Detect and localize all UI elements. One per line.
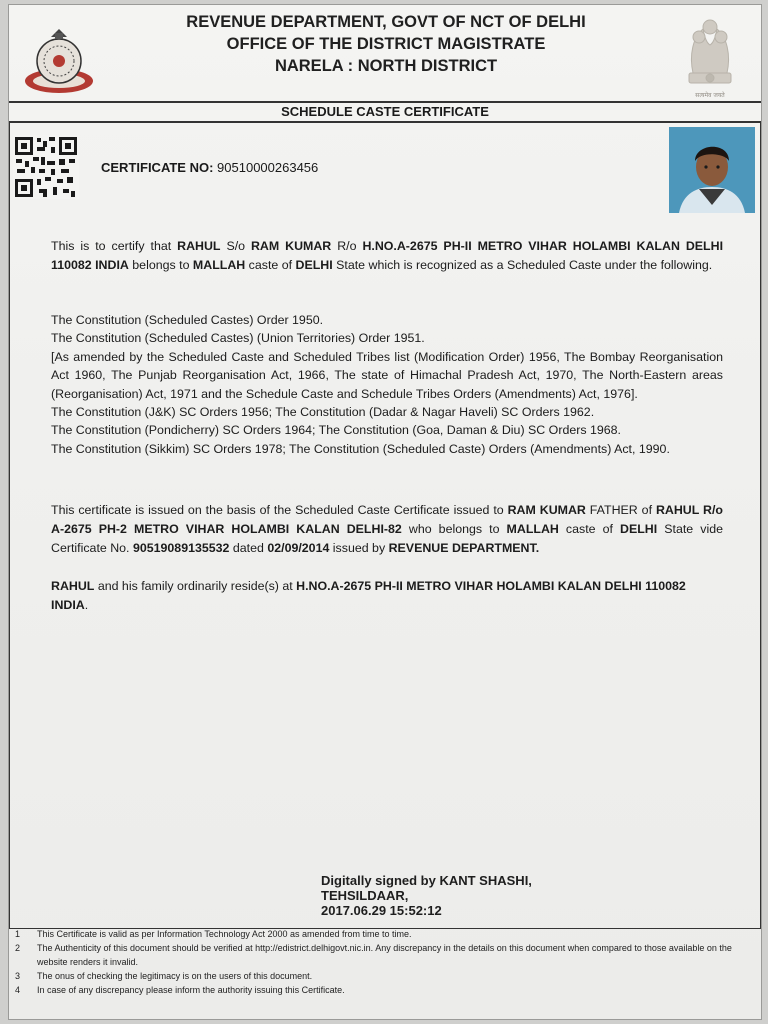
applicant-photo — [669, 127, 755, 213]
certificate-number: 90510000263456 — [217, 160, 319, 175]
certificate-page — [8, 4, 762, 1020]
footer-notes — [15, 927, 755, 997]
header-line-1: REVENUE DEPARTMENT, GOVT OF NCT OF DELHI — [186, 13, 586, 31]
digital-signature — [321, 873, 532, 918]
order-item: The Constitution (Scheduled Castes) (Union Territories) Order 1951. — [51, 331, 425, 346]
order-item: The Constitution (Sikkim) SC Orders 1978; The Constitution (Scheduled Caste) Orders (Amendments) Act, 1990. — [51, 441, 670, 456]
qr-code-icon — [13, 135, 79, 199]
order-item: The Constitution (J&K) SC Orders 1956; The Constitution (Dadar & Nagar Haveli) SC Orders 1962. — [51, 405, 595, 420]
signature-line-2: TEHSILDAAR, — [321, 888, 409, 903]
basis-paragraph: This certificate is issued on the basis of the Scheduled Caste Certificate issued to RAM KUMAR FATHER of RAHUL R/o A-2675 PH-2 METRO VIHAR HOLAMBI KALAN DELHI-82 who belongs to MALLAH caste of DELHI State vide Certificate No. 90519089135532 dated 02/09/2014 issued by REVENUE DEPARTMENT. — [51, 503, 723, 555]
constitution-orders-list — [51, 311, 723, 458]
order-item: [As amended by the Scheduled Caste and Scheduled Tribes list (Modification Order) 1956, The Bombay Reorganisation Act 1960, The Punjab Reorganisation Act, 1966, The state of Himachal Pradesh Act, 1970, The North-Eastern areas (Reorganisation) Act, 1971 and the Schedule Caste and Schedule Tribes Orders (Amendments) Act, 1976]. — [51, 349, 723, 401]
emblem-motto: सत्यमेव जयते — [695, 92, 725, 99]
note-item: 2 The Authenticity of this document should be verified at http://edistrict.delhigovt.nic.in. Any discrepancy in the details on this document when compared to those available on the website renders it invalid. — [15, 943, 732, 967]
note-item: 4 In case of any discrepancy please inform the authority issuing this Certificate. — [15, 985, 345, 995]
order-item: The Constitution (Pondicherry) SC Orders 1964; The Constitution (Goa, Daman & Diu) SC Orders 1968. — [51, 423, 621, 438]
header — [9, 11, 763, 77]
signature-timestamp: 2017.06.29 15:52:12 — [321, 903, 442, 918]
note-item: 1 This Certificate is valid as per Information Technology Act 2000 as amended from time to time. — [15, 929, 412, 939]
certificate-title: SCHEDULE CASTE CERTIFICATE — [9, 101, 761, 123]
state-emblem-icon — [669, 15, 751, 103]
certificate-number-label: CERTIFICATE NO: — [101, 160, 214, 175]
header-line-2: OFFICE OF THE DISTRICT MAGISTRATE — [226, 35, 546, 53]
residence-paragraph: RAHUL and his family ordinarily reside(s) at H.NO.A-2675 PH-II METRO VIHAR HOLAMBI KALAN DELHI 110082 INDIA. — [51, 579, 686, 612]
order-item: The Constitution (Scheduled Castes) Order 1950. — [51, 313, 324, 327]
note-item: 3 The onus of checking the legitimacy is on the users of this document. — [15, 971, 313, 981]
signature-line-1: Digitally signed by KANT SHASHI, — [321, 873, 532, 888]
certificate-number-row — [101, 160, 318, 175]
header-line-3: NARELA : NORTH DISTRICT — [274, 57, 498, 75]
certification-paragraph: This is to certify that RAHUL S/o RAM KUMAR R/o H.NO.A-2675 PH-II METRO VIHAR HOLAMBI KALAN DELHI 110082 INDIA belongs to MALLAH caste of DELHI State which is recognized as a Scheduled Caste under the following. — [51, 239, 724, 272]
